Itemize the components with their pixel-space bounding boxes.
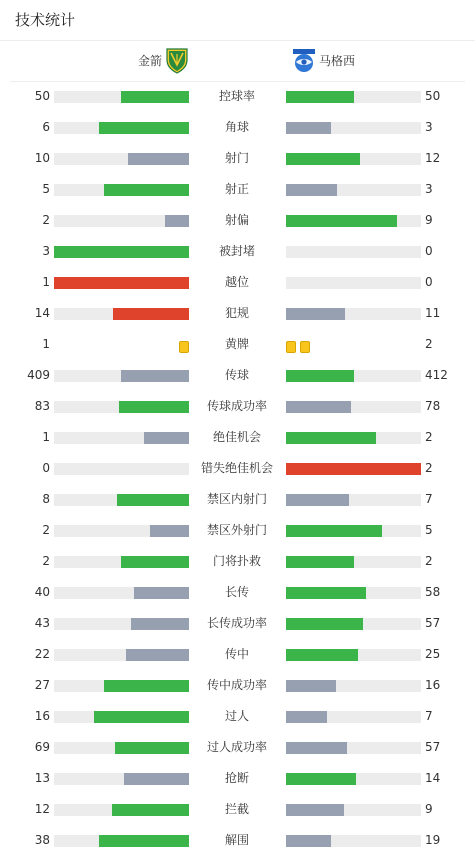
away-stat-bar-track (286, 401, 421, 413)
stat-row (0, 267, 475, 298)
home-stat-bar (128, 153, 189, 165)
away-stat-bar (286, 525, 382, 537)
away-stat-value: 3 (425, 182, 433, 196)
away-stat-bar-track (286, 184, 421, 196)
page-title: 技术统计 (15, 11, 76, 29)
stat-row (0, 298, 475, 329)
away-stat-bar-track (286, 308, 421, 320)
yellow-card-icon (286, 341, 296, 353)
home-stat-value: 12 (34, 802, 50, 816)
stat-label: 控球率 (218, 89, 255, 103)
home-stat-value: 1 (42, 430, 50, 444)
home-stat-bar-track (54, 401, 189, 413)
home-stat-bar (124, 773, 189, 785)
away-stat-bar (286, 494, 349, 506)
home-stat-value: 3 (42, 244, 50, 258)
home-stat-bar (126, 649, 189, 661)
away-stat-value: 25 (425, 647, 441, 661)
home-stat-value: 1 (42, 275, 50, 289)
stat-row (0, 329, 475, 360)
home-stat-bar-track (54, 432, 189, 444)
home-stat-bar-track (54, 153, 189, 165)
away-stat-value: 412 (425, 368, 448, 382)
stat-row (0, 639, 475, 670)
home-stat-bar (94, 711, 189, 723)
home-stat-value: 14 (34, 306, 50, 320)
away-stat-value: 12 (425, 151, 441, 165)
away-stat-bar (286, 773, 356, 785)
stat-label: 禁区外射门 (206, 523, 267, 537)
home-stat-bar (121, 556, 189, 568)
home-stat-value: 5 (42, 182, 50, 196)
stat-label: 被封堵 (218, 244, 255, 258)
teams-header (0, 41, 475, 81)
home-stat-bar-track (54, 556, 189, 568)
yellow-card-icon (300, 341, 310, 353)
home-stat-bar-track (54, 618, 189, 630)
away-stat-value: 5 (425, 523, 433, 537)
home-team-name: 金箭 (137, 54, 162, 68)
away-stat-bar (286, 680, 336, 692)
away-stat-bar-track (286, 246, 421, 258)
away-stat-value: 2 (425, 430, 433, 444)
away-stat-value: 7 (425, 492, 433, 506)
stat-label: 黄牌 (224, 337, 249, 351)
away-stat-value: 3 (425, 120, 433, 134)
away-team-name: 马格西 (319, 54, 356, 68)
home-stat-bar-track (54, 742, 189, 754)
away-stat-bar (286, 804, 344, 816)
away-stat-bar (286, 184, 337, 196)
away-stat-value: 2 (425, 461, 433, 475)
away-stat-bar-track (286, 742, 421, 754)
stat-label: 射偏 (224, 213, 249, 227)
away-team-logo (292, 48, 316, 74)
home-stat-value: 8 (42, 492, 50, 506)
home-stat-bar (54, 277, 189, 289)
away-stat-bar-track (286, 153, 421, 165)
stat-label: 角球 (224, 120, 249, 134)
stat-label: 长传 (224, 585, 249, 599)
home-stat-bar (134, 587, 189, 599)
home-stat-bar (165, 215, 189, 227)
stat-row (0, 453, 475, 484)
away-stat-bar (286, 835, 331, 847)
stats-list (0, 81, 475, 856)
away-yellow-cards (286, 338, 314, 351)
away-stat-value: 14 (425, 771, 441, 785)
away-stat-bar (286, 153, 360, 165)
home-stat-bar-track (54, 91, 189, 103)
home-stat-bar (131, 618, 189, 630)
stat-row (0, 205, 475, 236)
stat-row (0, 577, 475, 608)
stat-row (0, 81, 475, 112)
away-stat-bar (286, 556, 354, 568)
away-stat-bar-track (286, 618, 421, 630)
home-stat-value: 16 (34, 709, 50, 723)
away-stat-bar (286, 711, 327, 723)
away-stat-value: 2 (425, 337, 433, 351)
away-stat-value: 0 (425, 275, 433, 289)
stat-row (0, 484, 475, 515)
away-stat-value: 58 (425, 585, 441, 599)
away-stat-bar (286, 587, 366, 599)
away-stat-bar (286, 742, 347, 754)
home-stat-value: 27 (34, 678, 50, 692)
home-stat-bar-track (54, 215, 189, 227)
stat-row (0, 391, 475, 422)
home-stat-bar (112, 804, 189, 816)
home-stat-value: 38 (34, 833, 50, 847)
stat-row (0, 670, 475, 701)
home-stat-bar-track (54, 649, 189, 661)
stat-row (0, 422, 475, 453)
stat-label: 传中成功率 (206, 678, 267, 692)
home-stat-bar (144, 432, 189, 444)
away-stat-bar (286, 432, 376, 444)
home-stat-bar (117, 494, 189, 506)
away-stat-bar (286, 308, 345, 320)
home-stat-value: 0 (42, 461, 50, 475)
away-stat-bar-track (286, 463, 421, 475)
stat-row (0, 794, 475, 825)
away-stat-value: 9 (425, 213, 433, 227)
home-stat-bar (54, 246, 189, 258)
home-stat-bar (115, 742, 189, 754)
home-stat-bar-track (54, 711, 189, 723)
away-stat-bar-track (286, 587, 421, 599)
away-stat-bar (286, 618, 363, 630)
home-stat-bar (150, 525, 189, 537)
home-stat-value: 409 (27, 368, 50, 382)
home-stat-bar-track (54, 277, 189, 289)
stat-row (0, 825, 475, 856)
home-stat-bar (99, 122, 189, 134)
away-stat-bar (286, 370, 354, 382)
home-stat-value: 13 (34, 771, 50, 785)
stat-row (0, 546, 475, 577)
home-stat-value: 2 (42, 523, 50, 537)
away-stat-bar-track (286, 277, 421, 289)
home-stat-bar-track (54, 463, 189, 475)
away-stat-value: 2 (425, 554, 433, 568)
stat-label: 射正 (224, 182, 249, 196)
stat-label: 禁区内射门 (206, 492, 267, 506)
away-stat-bar (286, 649, 358, 661)
home-stat-bar-track (54, 370, 189, 382)
stat-row (0, 608, 475, 639)
away-stat-bar-track (286, 556, 421, 568)
home-stat-bar-track (54, 773, 189, 785)
stat-label: 绝佳机会 (212, 430, 261, 444)
home-stat-value: 22 (34, 647, 50, 661)
away-stat-bar-track (286, 711, 421, 723)
home-stat-value: 2 (42, 554, 50, 568)
stat-label: 错失绝佳机会 (200, 461, 273, 475)
home-stat-bar (113, 308, 189, 320)
stat-row (0, 763, 475, 794)
home-stat-value: 40 (34, 585, 50, 599)
home-stat-value: 50 (34, 89, 50, 103)
stat-row (0, 360, 475, 391)
stat-label: 门将扑救 (212, 554, 261, 568)
home-team-logo (166, 48, 188, 74)
away-stat-bar-track (286, 649, 421, 661)
home-stat-bar-track (54, 184, 189, 196)
home-stat-bar (119, 401, 189, 413)
home-stat-bar-track (54, 680, 189, 692)
away-stat-value: 16 (425, 678, 441, 692)
away-stat-bar-track (286, 494, 421, 506)
stat-label: 长传成功率 (206, 616, 267, 630)
stat-label: 抢断 (224, 771, 249, 785)
away-stat-value: 50 (425, 89, 441, 103)
stat-row (0, 112, 475, 143)
home-yellow-cards (175, 338, 189, 351)
stat-row (0, 174, 475, 205)
stat-label: 解围 (224, 833, 249, 847)
stat-row (0, 732, 475, 763)
home-stat-bar (104, 680, 189, 692)
home-stat-bar (121, 91, 189, 103)
stat-row (0, 515, 475, 546)
home-stat-value: 1 (42, 337, 50, 351)
away-stat-bar-track (286, 91, 421, 103)
away-stat-bar-track (286, 835, 421, 847)
stat-row (0, 701, 475, 732)
stat-row (0, 236, 475, 267)
away-stat-value: 57 (425, 616, 441, 630)
home-stat-value: 43 (34, 616, 50, 630)
home-stat-bar-track (54, 246, 189, 258)
home-stat-bar (121, 370, 189, 382)
stat-label: 传球成功率 (206, 399, 267, 413)
away-stat-bar-track (286, 773, 421, 785)
away-stat-bar-track (286, 370, 421, 382)
home-stat-bar (99, 835, 189, 847)
home-stat-bar-track (54, 804, 189, 816)
home-stat-value: 83 (34, 399, 50, 413)
home-stat-bar (104, 184, 189, 196)
home-stat-bar-track (54, 835, 189, 847)
away-stat-bar-track (286, 122, 421, 134)
home-stat-value: 6 (42, 120, 50, 134)
away-stat-bar-track (286, 525, 421, 537)
home-stat-value: 10 (34, 151, 50, 165)
home-stat-bar-track (54, 587, 189, 599)
stat-label: 犯规 (224, 306, 249, 320)
away-stat-value: 78 (425, 399, 441, 413)
stat-label: 拦截 (224, 802, 249, 816)
away-stat-value: 0 (425, 244, 433, 258)
away-stat-value: 11 (425, 306, 441, 320)
stat-label: 过人成功率 (206, 740, 267, 754)
yellow-card-icon (179, 341, 189, 353)
away-stat-bar-track (286, 804, 421, 816)
away-stat-bar (286, 463, 421, 475)
away-stat-bar (286, 215, 397, 227)
away-stat-bar-track (286, 432, 421, 444)
stat-label: 射门 (224, 151, 249, 165)
away-stat-bar (286, 91, 354, 103)
stat-label: 传球 (224, 368, 249, 382)
away-stat-value: 19 (425, 833, 441, 847)
away-stat-bar-track (286, 680, 421, 692)
away-stat-value: 9 (425, 802, 433, 816)
home-stat-bar-track (54, 494, 189, 506)
home-stat-bar-track (54, 122, 189, 134)
away-stat-bar-track (286, 215, 421, 227)
away-stat-bar (286, 401, 351, 413)
stat-label: 传中 (224, 647, 249, 661)
home-stat-value: 2 (42, 213, 50, 227)
stat-row (0, 143, 475, 174)
away-stat-bar (286, 122, 331, 134)
stat-label: 过人 (224, 709, 249, 723)
away-stat-value: 57 (425, 740, 441, 754)
home-stat-bar-track (54, 308, 189, 320)
stat-label: 越位 (224, 275, 249, 289)
away-stat-value: 7 (425, 709, 433, 723)
home-stat-value: 69 (34, 740, 50, 754)
home-stat-bar-track (54, 525, 189, 537)
